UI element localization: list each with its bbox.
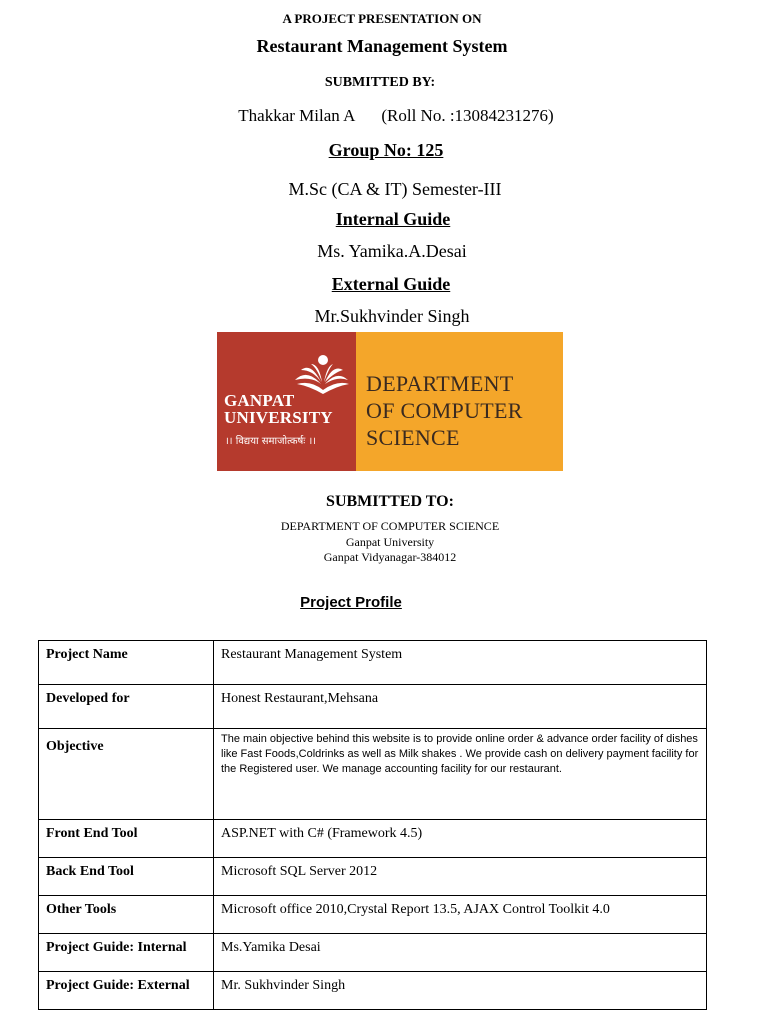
submitted-by-label: SUBMITTED BY: (324, 75, 436, 90)
university-logo-panel (217, 332, 356, 471)
row-value: Mr. Sukhvinder Singh (214, 972, 707, 1010)
student-line (12, 106, 768, 126)
external-guide-name: Mr.Sukhvinder Singh (314, 306, 470, 326)
submitted-to-address: Ganpat Vidyanagar-384012 (323, 550, 457, 564)
row-key: Project Guide: External (39, 972, 214, 1010)
external-guide-label: External Guide (331, 274, 451, 294)
row-key: Other Tools (39, 896, 214, 934)
department-name: DEPARTMENT OF COMPUTER SCIENCE (366, 371, 523, 450)
row-value: Microsoft SQL Server 2012 (214, 858, 707, 896)
student-name: Thakkar Milan A (238, 106, 356, 125)
submitted-to-university: Ganpat University (345, 535, 435, 549)
row-value: ASP.NET with C# (Framework 4.5) (214, 820, 707, 858)
row-key: Project Guide: Internal (39, 934, 214, 972)
university-department-logo (217, 332, 563, 471)
table-row (39, 729, 707, 820)
row-key: Back End Tool (39, 858, 214, 896)
course-semester: M.Sc (CA & IT) Semester-III (288, 179, 502, 199)
row-key: Objective (39, 729, 214, 820)
row-value: Restaurant Management System (214, 641, 707, 685)
table-row (39, 934, 707, 972)
table-row (39, 896, 707, 934)
submitted-to-department: DEPARTMENT OF COMPUTER SCIENCE (280, 519, 500, 533)
table-row (39, 685, 707, 729)
project-title: Restaurant Management System (256, 36, 508, 56)
row-key: Developed for (39, 685, 214, 729)
table-row (39, 972, 707, 1010)
row-value: Microsoft office 2010,Crystal Report 13.5, AJAX Control Toolkit 4.0 (214, 896, 707, 934)
internal-guide-name: Ms. Yamika.A.Desai (317, 241, 467, 261)
row-value: Ms.Yamika Desai (214, 934, 707, 972)
table-row (39, 858, 707, 896)
roll-number: (Roll No. :13084231276) (381, 106, 554, 125)
row-key: Project Name (39, 641, 214, 685)
presentation-pretitle: A PROJECT PRESENTATION ON (282, 11, 482, 26)
project-profile-table (38, 640, 707, 1010)
book-fan-emblem-icon (293, 354, 349, 394)
row-key: Front End Tool (39, 820, 214, 858)
row-value: The main objective behind this website is to provide online order & advance order facility of dishes like Fast Foods,Coldrinks as well as Milk shakes . We provide cash on delivery payment facility for the Registered user. We manage accounting facility for our restaurant. (214, 729, 707, 820)
department-logo-panel (356, 332, 563, 471)
project-profile-heading: Project Profile (300, 594, 402, 611)
submitted-to-label: SUBMITTED TO: (326, 493, 454, 510)
group-number: Group No: 125 (328, 140, 444, 160)
table-row (39, 820, 707, 858)
table-row (39, 641, 707, 685)
university-name: GANPAT UNIVERSITY (224, 391, 333, 427)
internal-guide-label: Internal Guide (335, 209, 451, 229)
row-value: Honest Restaurant,Mehsana (214, 685, 707, 729)
university-motto: ।। विद्यया समाजोत्कर्षः ।। (225, 436, 317, 447)
